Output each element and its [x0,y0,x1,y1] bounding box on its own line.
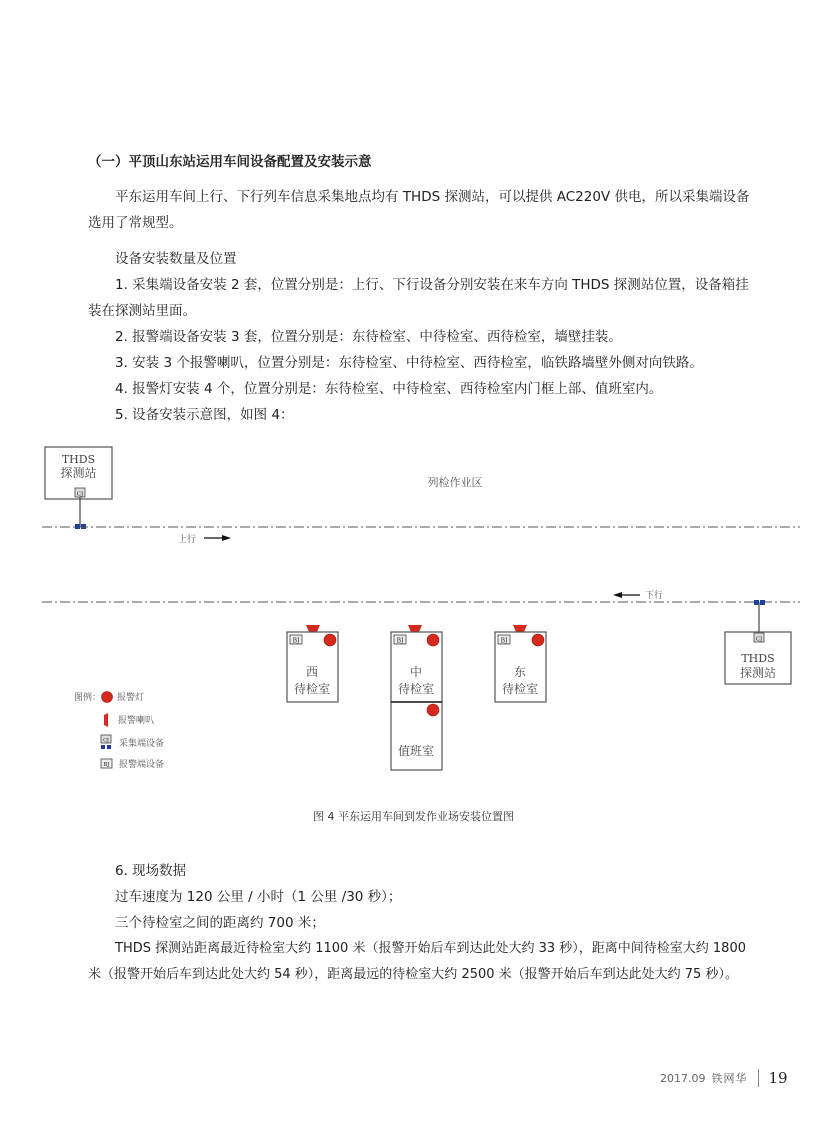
data-title: 6. 现场数据 [115,863,187,879]
legend-horn-label: 报警喇叭 [118,716,155,726]
lamp-icon [532,634,544,646]
collector-device-label: CJ [755,636,763,643]
room-label-2: 待检室 [501,682,539,696]
duty-room [391,702,442,770]
publication-logo: 铁网华 [711,1072,748,1085]
station-left-label-2: 探测站 [60,466,97,480]
legend-lamp-label: 报警灯 [117,693,145,703]
station-right-label-1: THDS [741,652,775,665]
lamp-icon [427,704,439,716]
figure-caption: 图 4 平东运用车间到发作业场安装位置图 [313,810,514,823]
legend-title: 图例： [74,693,102,703]
east-waiting-room [495,625,546,702]
legend-collector-icon-label: CJ [103,737,109,744]
list-item: 3. 安装 3 个报警喇叭，位置分别是：东待检室、中待检室、西待检室，临铁路墙壁外侧对向铁路。 [115,355,703,371]
alarm-device-label: BJ [292,637,300,645]
horn-icon [104,713,108,727]
work-area-label: 列检作业区 [427,476,483,489]
legend-collector-label: 采集端设备 [119,739,165,749]
down-direction-label: 下行 [645,591,664,601]
list-item: 2. 报警端设备安装 3 套，位置分别是：东待检室、中待检室、西待检室，墙壁挂装。 [115,329,622,345]
lamp-icon [324,634,336,646]
list-item: 5. 设备安装示意图，如图 4： [115,407,294,423]
lamp-icon [102,692,113,703]
up-direction-label: 上行 [178,535,197,545]
issue-date: 2017.09 [660,1071,706,1085]
legend-alarm-icon-label: BJ [103,762,110,768]
middle-waiting-room [391,625,442,702]
data-line: 三个待检室之间的距离约 700 米； [115,915,325,931]
section-heading: （一）平顶山东站运用车间设备配置及安装示意 [88,154,372,170]
station-right-label-2: 探测站 [739,666,777,680]
footer-divider [758,1069,759,1087]
room-label: 值班室 [397,744,435,758]
legend [74,691,164,770]
room-label-1: 西 [305,665,319,679]
room-label-1: 中 [409,665,423,679]
data-line: THDS 探测站距离最近待检室大约 1100 米（报警开始后车到达此处大约 33 秒），距离中间待检室大约 1800 米（报警开始后车到达此处大约 54 秒），距离最远的待检室大约 2500 米（报警开始后车到达此处大约 75 秒）。 [88,941,746,982]
arrow-left-icon [613,592,640,598]
thds-station-right [725,600,791,684]
page-footer [660,1069,788,1087]
alarm-device-label: BJ [396,637,404,645]
thds-station-left [45,447,112,529]
alarm-device-label: BJ [500,637,508,645]
room-label-2: 待检室 [293,682,331,696]
section-label: 设备安装数量及位置 [115,251,237,267]
list-item: 4. 报警灯安装 4 个，位置分别是：东待检室、中待检室、西待检室内门框上部、值班室内。 [115,381,663,397]
station-left-label-1: THDS [61,453,96,466]
sensor-icon [101,745,105,749]
collector-device-label: CJ [76,491,84,498]
list-item: 1. 采集端设备安装 2 套，位置分别是：上行、下行设备分别安装在来车方向 THDS 探测站位置，设备箱挂装在探测站里面。 [88,277,749,319]
sensor-icon [760,600,765,605]
west-waiting-room [287,625,338,702]
sensor-icon [107,745,111,749]
arrow-right-icon [204,535,231,541]
lamp-icon [427,634,439,646]
horn-icon [408,625,422,632]
horn-icon [513,625,527,632]
intro-paragraph: 平东运用车间上行、下行列车信息采集地点均有 THDS 探测站，可以提供 AC220V 供电，所以采集端设备选用了常规型。 [88,189,750,231]
room-label-1: 东 [513,665,527,679]
page-number: 19 [768,1069,788,1087]
installation-diagram [0,440,827,800]
horn-icon [306,625,320,632]
legend-alarm-label: 报警端设备 [119,760,165,770]
data-line: 过车速度为 120 公里 / 小时（1 公里 /30 秒）； [115,889,402,905]
room-label-2: 待检室 [397,682,435,696]
sensor-icon [754,600,759,605]
